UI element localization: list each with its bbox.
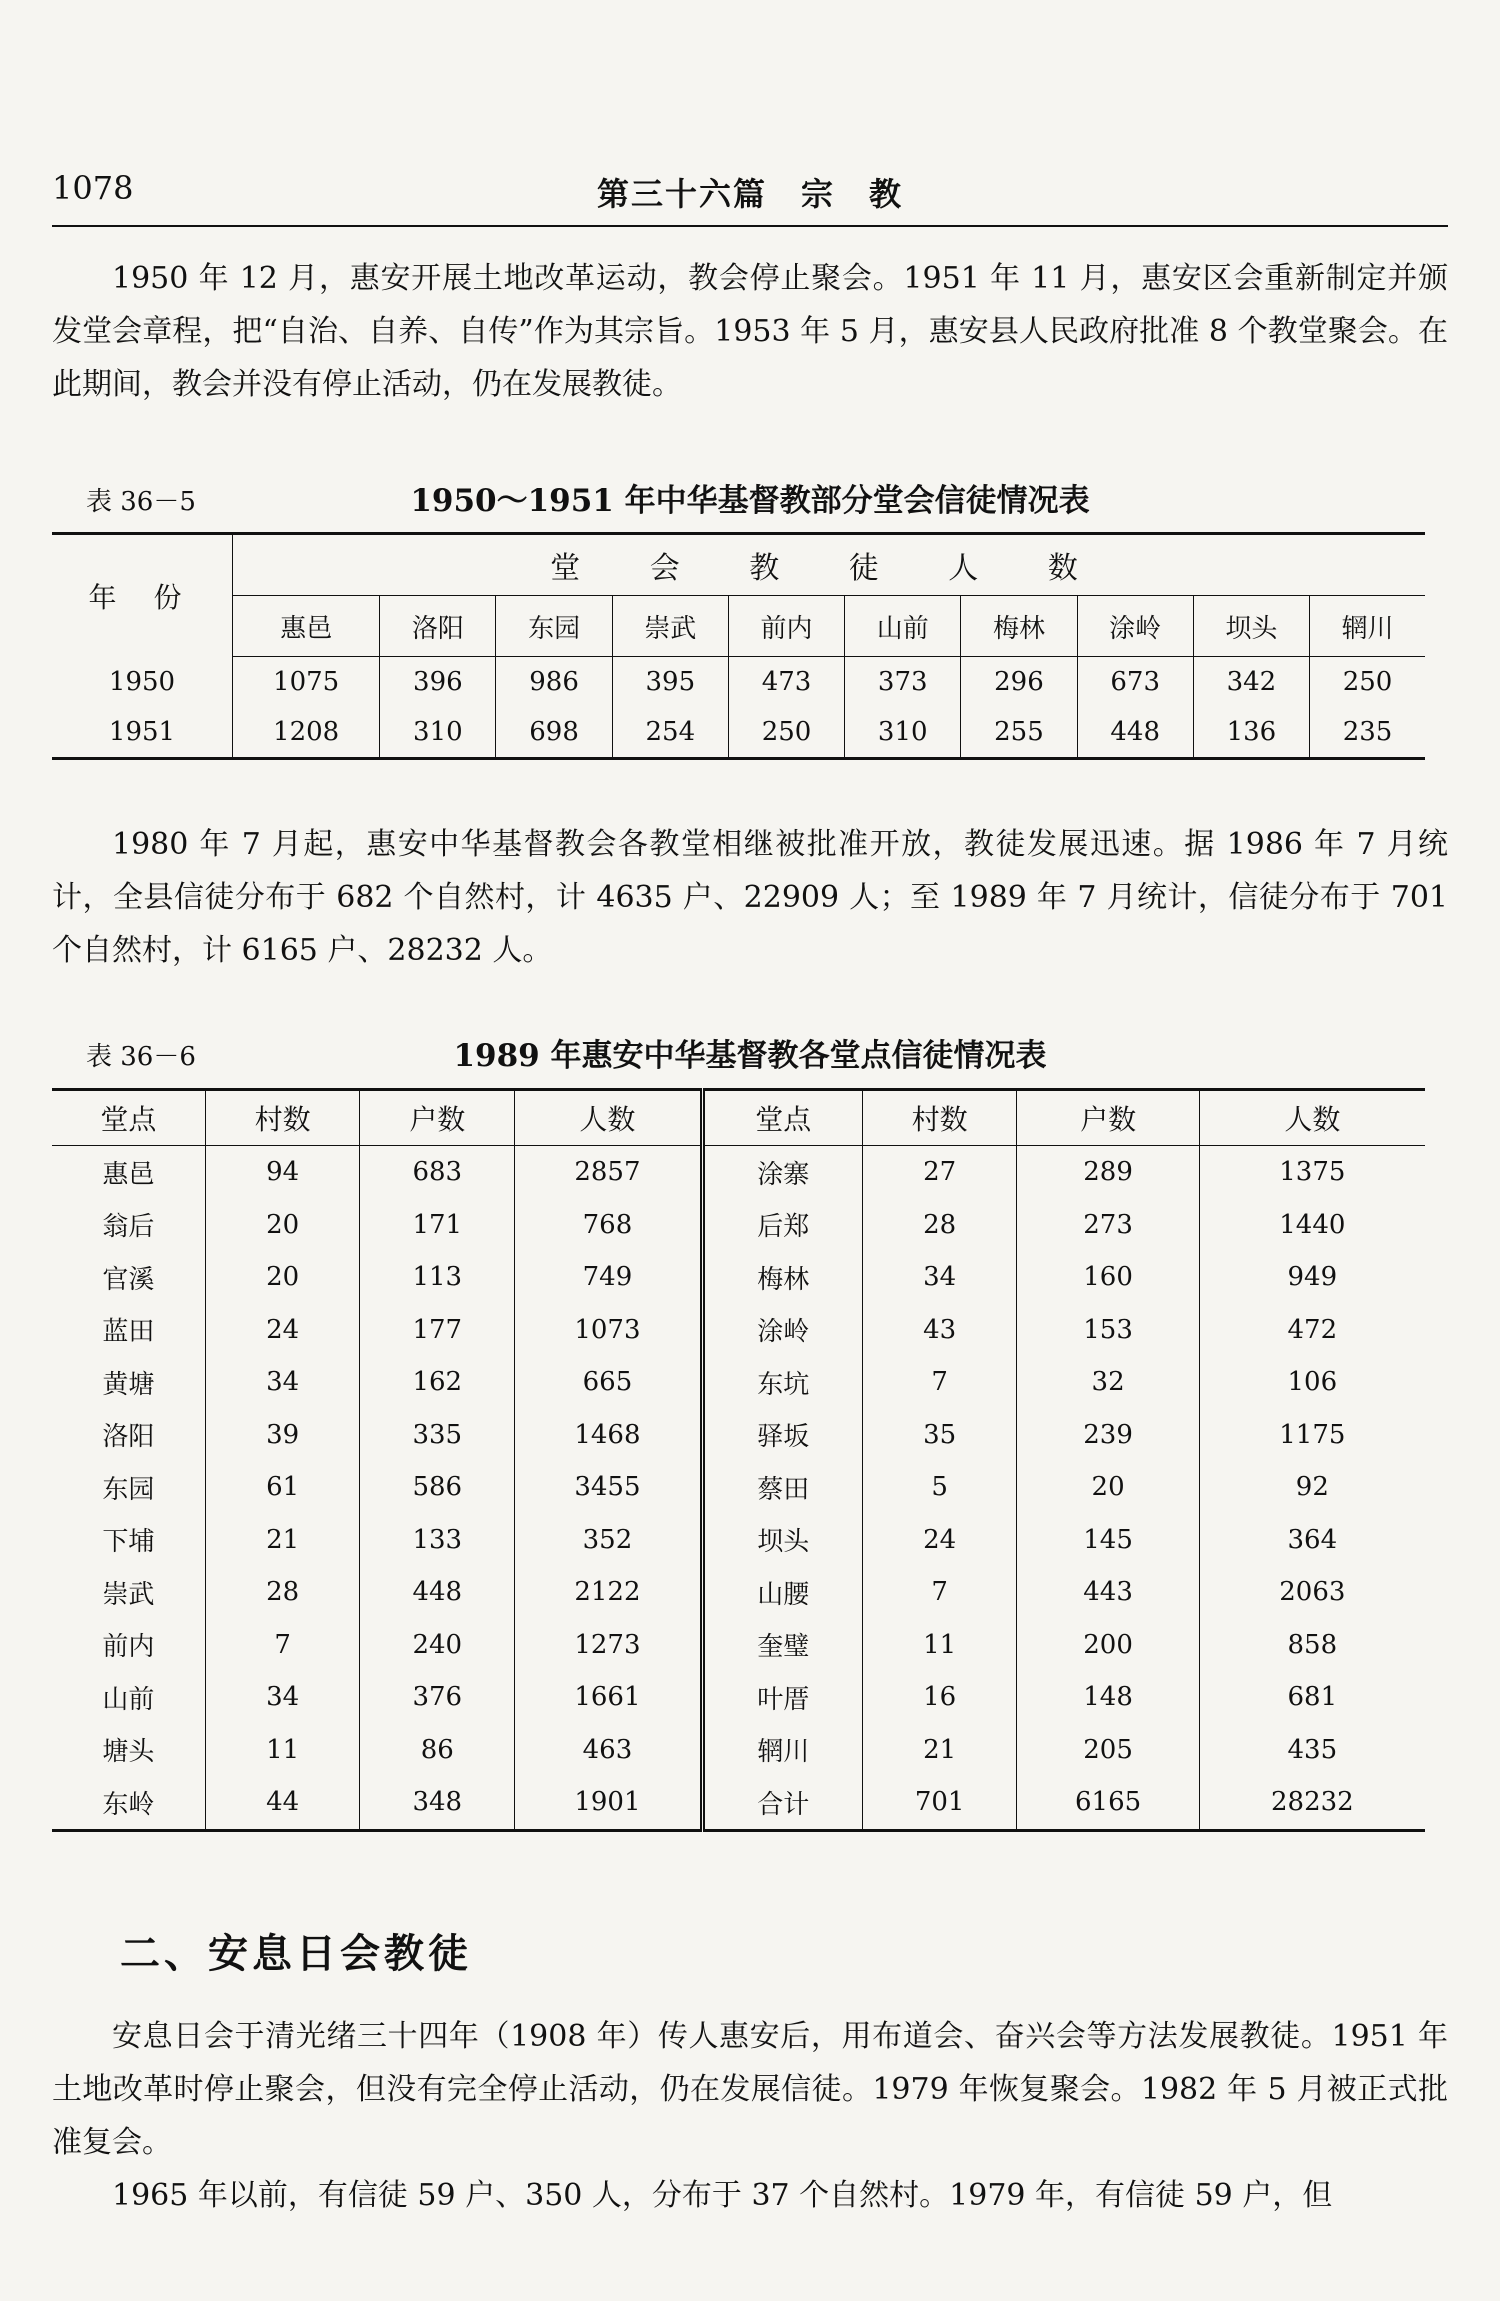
station-header: 前内 <box>728 596 844 657</box>
table-cell: 472 <box>1199 1304 1425 1357</box>
table-cell: 1440 <box>1199 1199 1425 1252</box>
station-cell: 涂寨 <box>702 1146 862 1199</box>
station-cell: 山腰 <box>702 1566 862 1619</box>
column-header: 户数 <box>360 1090 515 1146</box>
station-cell: 辋川 <box>702 1724 862 1777</box>
station-cell: 蔡田 <box>702 1461 862 1514</box>
station-cell: 驿坂 <box>702 1409 862 1462</box>
table-cell: 6165 <box>1017 1776 1199 1830</box>
page-header <box>52 165 1448 227</box>
table-row <box>52 1304 1425 1357</box>
station-cell: 前内 <box>102 1632 155 1663</box>
table-cell: 1175 <box>1199 1409 1425 1462</box>
table-cell: 683 <box>360 1146 515 1199</box>
table-cell: 200 <box>1017 1619 1199 1672</box>
table-cell: 473 <box>728 657 844 708</box>
column-header: 堂点 <box>702 1090 862 1146</box>
table-cell: 92 <box>1199 1461 1425 1514</box>
table-cell: 395 <box>612 657 728 708</box>
table-cell: 673 <box>1077 657 1193 708</box>
table-cell: 396 <box>380 657 496 708</box>
station-cell: 塘头 <box>102 1737 155 1768</box>
table-cell: 32 <box>1017 1356 1199 1409</box>
station-cell: 奎璧 <box>702 1619 862 1672</box>
table-cell: 586 <box>360 1461 515 1514</box>
table-cell: 162 <box>360 1356 515 1409</box>
table-cell: 28232 <box>1199 1776 1425 1830</box>
table-cell: 11 <box>862 1619 1017 1672</box>
table2-caption <box>52 1030 1448 1074</box>
table-cell: 235 <box>1310 707 1425 759</box>
station-header: 惠邑 <box>233 596 380 657</box>
column-header: 人数 <box>515 1090 703 1146</box>
table-cell: 113 <box>360 1251 515 1304</box>
table-cell: 5 <box>862 1461 1017 1514</box>
table-cell: 27 <box>862 1146 1017 1199</box>
table-row <box>52 1146 1425 1199</box>
table-cell: 348 <box>360 1776 515 1830</box>
year-cell: 1951 <box>52 707 233 759</box>
table-row <box>52 1724 1425 1777</box>
column-header: 村数 <box>862 1090 1017 1146</box>
station-cell: 叶厝 <box>702 1671 862 1724</box>
table-cell: 2063 <box>1199 1566 1425 1619</box>
table-cell: 448 <box>360 1566 515 1619</box>
table2-body <box>52 1146 1425 1831</box>
table-cell: 7 <box>205 1619 360 1672</box>
station-header: 山前 <box>845 596 961 657</box>
table-cell: 768 <box>515 1199 703 1252</box>
column-header: 人数 <box>1199 1090 1425 1146</box>
table-cell: 289 <box>1017 1146 1199 1199</box>
station-header: 洛阳 <box>380 596 496 657</box>
table-cell: 255 <box>961 707 1077 759</box>
table-cell: 949 <box>1199 1251 1425 1304</box>
table-cell: 171 <box>360 1199 515 1252</box>
table-cell: 435 <box>1199 1724 1425 1777</box>
table-cell: 273 <box>1017 1199 1199 1252</box>
table-cell: 136 <box>1193 707 1309 759</box>
table-cell: 21 <box>205 1514 360 1567</box>
table-cell: 296 <box>961 657 1077 708</box>
table-row <box>52 1199 1425 1252</box>
table-cell: 177 <box>360 1304 515 1357</box>
table-cell: 448 <box>1077 707 1193 759</box>
table-cell: 749 <box>515 1251 703 1304</box>
table-row <box>52 1251 1425 1304</box>
table-cell: 133 <box>360 1514 515 1567</box>
group-header: 堂 会 教 徒 人 数 <box>233 534 1426 596</box>
table-cell: 858 <box>1199 1619 1425 1672</box>
table2-title: 1989 年惠安中华基督教各堂点信徒情况表 <box>453 1038 1047 1074</box>
table-cell: 160 <box>1017 1251 1199 1304</box>
table-cell: 21 <box>862 1724 1017 1777</box>
table1-caption <box>52 475 1448 519</box>
station-cell: 后郑 <box>702 1199 862 1252</box>
table-cell: 153 <box>1017 1304 1199 1357</box>
table-cell: 250 <box>728 707 844 759</box>
station-cell: 官溪 <box>102 1264 155 1295</box>
table-cell: 2857 <box>515 1146 703 1199</box>
table-row <box>52 1566 1425 1619</box>
table-cell: 443 <box>1017 1566 1199 1619</box>
table-row <box>52 1619 1425 1672</box>
table-cell: 373 <box>845 657 961 708</box>
table-cell: 106 <box>1199 1356 1425 1409</box>
paragraph-3: 安息日会于清光绪三十四年（1908 年）传人惠安后，用布道会、奋兴会等方法发展教徒。1951 年土地改革时停止聚会，但没有完全停止活动，仍在发展信徒。1979 年恢复聚会。1982 年 5 月被正式批准复会。 <box>52 2019 1448 2160</box>
station-cell: 翁后 <box>102 1212 155 1243</box>
station-header: 坝头 <box>1193 596 1309 657</box>
table-cell: 20 <box>205 1199 360 1252</box>
station-header: 东园 <box>496 596 612 657</box>
table-row <box>52 707 1425 759</box>
table-cell: 11 <box>205 1724 360 1777</box>
year-cell: 1950 <box>52 657 233 708</box>
station-cell: 梅林 <box>702 1251 862 1304</box>
table-cell: 250 <box>1310 657 1425 708</box>
column-header: 堂点 <box>52 1090 205 1146</box>
table-cell: 7 <box>862 1566 1017 1619</box>
station-cell: 崇武 <box>102 1579 155 1610</box>
table-cell: 3455 <box>515 1461 703 1514</box>
table-cell: 254 <box>612 707 728 759</box>
table-cell: 665 <box>515 1356 703 1409</box>
table-cell: 310 <box>845 707 961 759</box>
table-cell: 39 <box>205 1409 360 1462</box>
table-cell: 205 <box>1017 1724 1199 1777</box>
station-cell: 洛阳 <box>102 1422 155 1453</box>
paragraph-1: 1950 年 12 月，惠安开展土地改革运动，教会停止聚会。1951 年 11 月，惠安区会重新制定并颁发堂会章程，把“自治、自养、自传”作为其宗旨。1953 年 5 月，惠安县人民政府批准 8 个教堂聚会。在此期间，教会并没有停止活动，仍在发展教徒。 <box>52 261 1448 402</box>
table-cell: 94 <box>205 1146 360 1199</box>
column-header: 户数 <box>1017 1090 1199 1146</box>
table-cell: 7 <box>862 1356 1017 1409</box>
table-row <box>52 1409 1425 1462</box>
table-cell: 24 <box>862 1514 1017 1567</box>
table-cell: 1661 <box>515 1671 703 1724</box>
station-header: 辋川 <box>1310 596 1425 657</box>
table-row <box>52 1356 1425 1409</box>
table-cell: 240 <box>360 1619 515 1672</box>
table-cell: 342 <box>1193 657 1309 708</box>
year-header: 年 份 <box>52 534 233 657</box>
table-cell: 1468 <box>515 1409 703 1462</box>
table-row <box>52 1671 1425 1724</box>
table-cell: 1375 <box>1199 1146 1425 1199</box>
page-number: 1078 <box>52 169 134 207</box>
station-cell: 东园 <box>102 1474 155 1505</box>
running-title: 第三十六篇 宗 教 <box>596 175 903 213</box>
table-cell: 148 <box>1017 1671 1199 1724</box>
table2-id: 表 36－6 <box>86 1042 196 1072</box>
table-cell: 239 <box>1017 1409 1199 1462</box>
station-cell: 东坑 <box>702 1356 862 1409</box>
paragraph-2: 1980 年 7 月起，惠安中华基督教会各教堂相继被批准开放，教徒发展迅速。据 1986 年 7 月统计，全县信徒分布于 682 个自然村，计 4635 户、22909 人；至 1989 年 7 月统计，信徒分布于 701 个自然村，计 6165 户、28232 人。 <box>52 827 1448 968</box>
table-cell: 376 <box>360 1671 515 1724</box>
station-cell: 坝头 <box>702 1514 862 1567</box>
paragraph-4: 1965 年以前，有信徒 59 户、350 人，分布于 37 个自然村。1979 年，有信徒 59 户，但 <box>112 2178 1333 2213</box>
table-cell: 698 <box>496 707 612 759</box>
table-cell: 701 <box>862 1776 1017 1830</box>
station-header: 崇武 <box>612 596 728 657</box>
station-cell: 东岭 <box>102 1789 155 1820</box>
table-row <box>52 657 1425 708</box>
table-cell: 310 <box>380 707 496 759</box>
table-cell: 24 <box>205 1304 360 1357</box>
table-cell: 34 <box>862 1251 1017 1304</box>
table-cell: 16 <box>862 1671 1017 1724</box>
station-cell: 涂岭 <box>702 1304 862 1357</box>
table-cell: 2122 <box>515 1566 703 1619</box>
table-cell: 61 <box>205 1461 360 1514</box>
header-row <box>52 1090 1425 1146</box>
table-cell: 364 <box>1199 1514 1425 1567</box>
table-cell: 352 <box>515 1514 703 1567</box>
table-row <box>52 1514 1425 1567</box>
table-cell: 1273 <box>515 1619 703 1672</box>
table-cell: 1901 <box>515 1776 703 1830</box>
table-cell: 43 <box>862 1304 1017 1357</box>
table-cell: 986 <box>496 657 612 708</box>
table-cell: 1073 <box>515 1304 703 1357</box>
station-cell: 山前 <box>102 1684 155 1715</box>
column-header: 村数 <box>205 1090 360 1146</box>
table-cell: 86 <box>360 1724 515 1777</box>
table-cell: 44 <box>205 1776 360 1830</box>
station-cell: 黄塘 <box>102 1369 155 1400</box>
table1-id: 表 36－5 <box>86 487 196 517</box>
table-cell: 145 <box>1017 1514 1199 1567</box>
table1-title: 1950～1951 年中华基督教部分堂会信徒情况表 <box>410 483 1090 519</box>
table-cell: 335 <box>360 1409 515 1462</box>
table-cell: 28 <box>862 1199 1017 1252</box>
table-cell: 20 <box>205 1251 360 1304</box>
table-row <box>52 1776 1425 1830</box>
section-title: 二、安息日会教徒 <box>120 1930 472 1977</box>
table1 <box>52 532 1425 760</box>
table-cell: 34 <box>205 1671 360 1724</box>
table-cell: 463 <box>515 1724 703 1777</box>
station-cell: 惠邑 <box>102 1159 155 1190</box>
table2 <box>52 1088 1425 1832</box>
table-cell: 1208 <box>233 707 380 759</box>
table-cell: 34 <box>205 1356 360 1409</box>
table-cell: 681 <box>1199 1671 1425 1724</box>
table-cell: 1075 <box>233 657 380 708</box>
station-header: 梅林 <box>961 596 1077 657</box>
station-cell: 蓝田 <box>102 1317 155 1348</box>
table-row <box>52 1461 1425 1514</box>
table-cell: 28 <box>205 1566 360 1619</box>
station-cell: 合计 <box>702 1776 862 1830</box>
table-cell: 35 <box>862 1409 1017 1462</box>
table-cell: 20 <box>1017 1461 1199 1514</box>
station-header: 涂岭 <box>1077 596 1193 657</box>
station-cell: 下埔 <box>102 1527 155 1558</box>
